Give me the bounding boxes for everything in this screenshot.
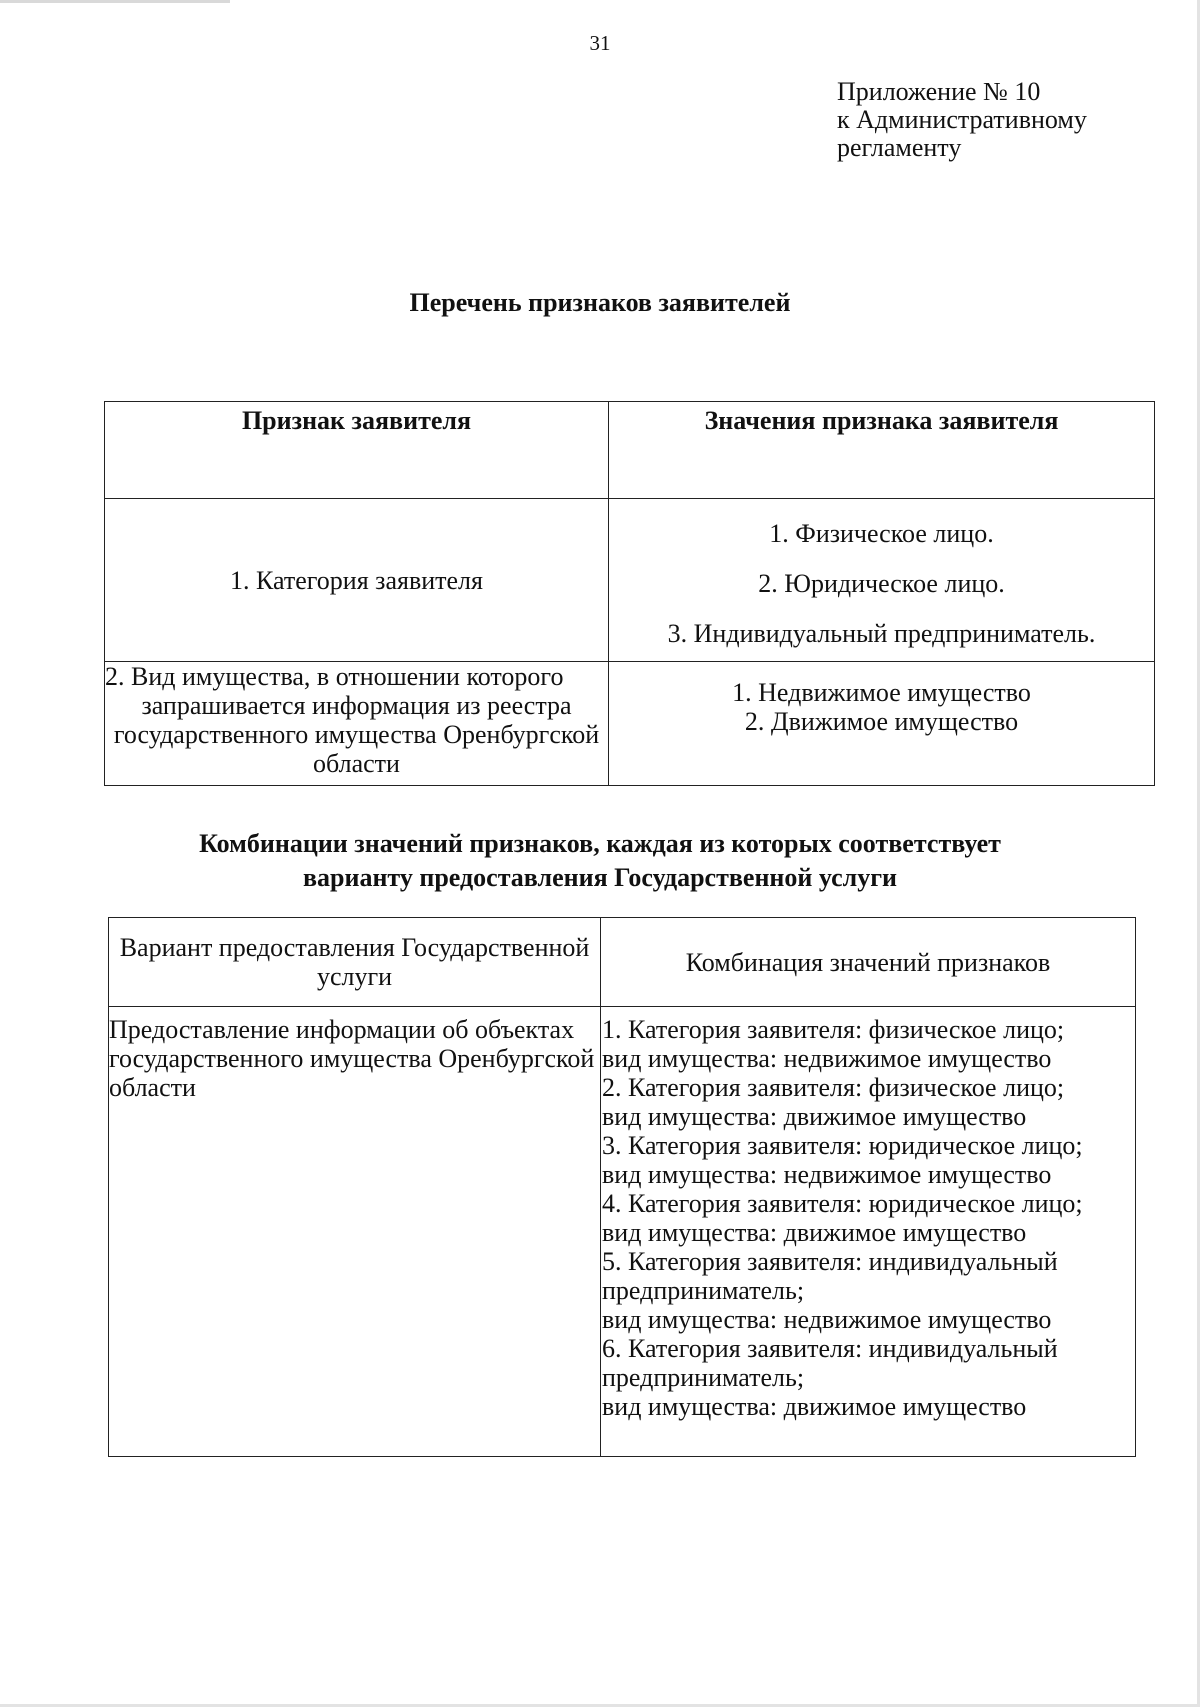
value-item: 1. Физическое лицо. xyxy=(769,518,994,548)
section2-title xyxy=(0,827,1200,895)
column-header: Комбинация значений признаков xyxy=(601,918,1136,1007)
combination-property: вид имущества: недвижимое имущество xyxy=(602,1160,1052,1189)
values-cell xyxy=(609,499,1155,662)
table-row xyxy=(105,499,1155,662)
combination-category: 2. Категория заявителя: физическое лицо; xyxy=(602,1073,1065,1102)
table-header-row xyxy=(109,918,1136,1007)
section2-title-line: варианту предоставления Государственной услуги xyxy=(302,863,898,892)
column-header: Вариант предоставления Государственной услуги xyxy=(109,918,601,1007)
appendix-line: к Административному xyxy=(837,105,1087,134)
combination-property: вид имущества: недвижимое имущество xyxy=(602,1044,1052,1073)
combination-category: 1. Категория заявителя: физическое лицо; xyxy=(602,1015,1065,1044)
values-cell xyxy=(609,662,1155,786)
scan-edge-top xyxy=(0,0,230,3)
feature-text: запрашивается информация из реестра государственного имущества Оренбургской области xyxy=(113,691,600,778)
feature-text: 2. Вид имущества, в отношении которого xyxy=(105,662,564,691)
combination-category: 6. Категория заявителя: индивидуальный предприниматель; xyxy=(602,1334,1058,1392)
section1-title: Перечень признаков заявителей xyxy=(409,288,791,317)
combination-property: вид имущества: недвижимое имущество xyxy=(602,1305,1052,1334)
feature-cell xyxy=(105,662,609,786)
table-header-row xyxy=(105,402,1155,499)
table-row xyxy=(105,662,1155,786)
appendix-line: регламенту xyxy=(837,133,962,162)
combination-category: 3. Категория заявителя: юридическое лицо; xyxy=(602,1131,1083,1160)
section2-title-line: Комбинации значений признаков, каждая из которых соответствует xyxy=(199,829,1001,858)
feature-cell: 1. Категория заявителя xyxy=(105,499,609,662)
page-number: 31 xyxy=(589,31,611,55)
value-item: 3. Индивидуальный предприниматель. xyxy=(667,618,1096,648)
appendix-heading xyxy=(837,78,1087,162)
combination-property: вид имущества: движимое имущество xyxy=(602,1102,1027,1131)
combinations-cell xyxy=(601,1007,1136,1457)
column-header: Признак заявителя xyxy=(105,402,609,499)
combination-category: 4. Категория заявителя: юридическое лицо; xyxy=(602,1189,1083,1218)
variant-cell: Предоставление информации об объектах государственного имущества Оренбургской области xyxy=(109,1007,601,1457)
appendix-line: Приложение № 10 xyxy=(837,77,1041,106)
combination-property: вид имущества: движимое имущество xyxy=(602,1392,1027,1421)
table-row xyxy=(109,1007,1136,1457)
applicant-features-table xyxy=(104,401,1155,786)
combinations-table xyxy=(108,917,1136,1457)
value-item: 2. Юридическое лицо. xyxy=(758,568,1005,598)
value-item: 1. Недвижимое имущество xyxy=(732,678,1031,707)
combination-category: 5. Категория заявителя: индивидуальный предприниматель; xyxy=(602,1247,1058,1305)
value-item: 2. Движимое имущество xyxy=(744,707,1019,736)
column-header: Значения признака заявителя xyxy=(609,402,1155,499)
combination-property: вид имущества: движимое имущество xyxy=(602,1218,1027,1247)
